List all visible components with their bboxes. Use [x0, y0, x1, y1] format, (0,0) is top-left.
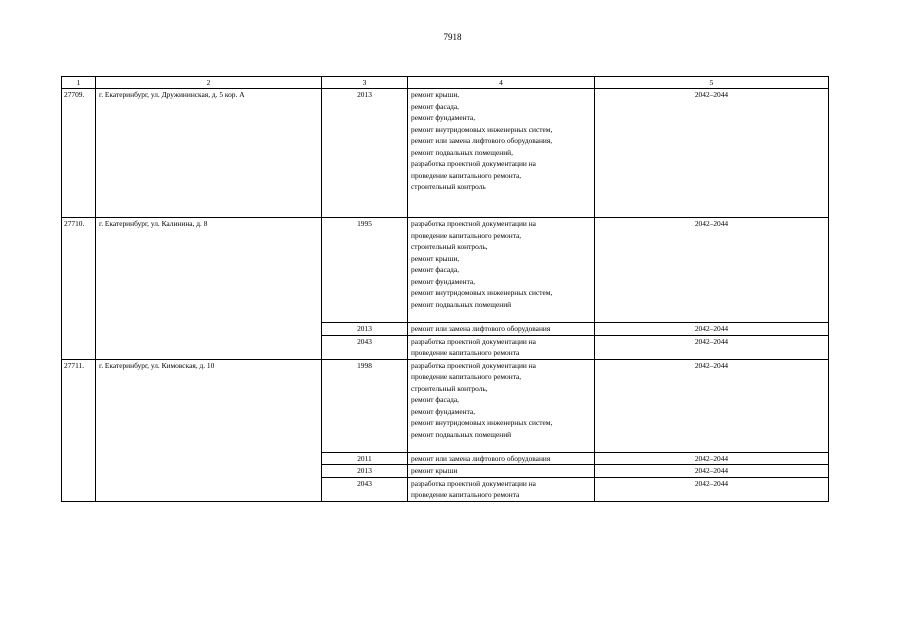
entry-year: 1998 — [322, 359, 408, 452]
table-row — [62, 218, 829, 323]
work-item: ремонт или замена лифтового оборудования — [411, 324, 551, 333]
work-item: ремонт внутридомовых инженерных систем, — [411, 288, 553, 297]
table-row — [62, 359, 829, 452]
entry-works — [408, 218, 595, 323]
column-header: 2 — [96, 77, 322, 89]
page-number: 7918 — [443, 32, 462, 42]
entry-works — [408, 465, 595, 478]
entry-number: 27710. — [62, 218, 96, 360]
work-item: ремонт крыши, — [411, 253, 460, 263]
entry-year: 2013 — [322, 89, 408, 218]
work-item: разработка проектной документации на — [411, 360, 536, 370]
work-item: ремонт крыши, — [411, 90, 460, 99]
work-item: ремонт фасада, — [411, 265, 459, 274]
entry-number: 27711. — [62, 359, 96, 501]
entry-address: г. Екатеринбург, ул. Калинина, д. 8 — [96, 218, 322, 360]
entry-year: 2011 — [322, 452, 408, 465]
work-item: ремонт фасада, — [411, 101, 459, 111]
work-item: ремонт или замена лифтового оборудования — [411, 453, 551, 463]
entry-year: 2013 — [322, 465, 408, 478]
entry-year: 2043 — [322, 335, 408, 359]
repair-schedule-table — [61, 76, 829, 502]
work-item: ремонт внутридомовых инженерных систем, — [411, 124, 553, 134]
work-item: проведение капитального ремонта, — [411, 170, 522, 180]
column-header: 5 — [595, 77, 829, 89]
work-item: проведение капитального ремонта — [411, 348, 520, 357]
column-header: 4 — [408, 77, 595, 89]
entry-period: 2042–2044 — [595, 465, 829, 478]
entry-works — [408, 477, 595, 501]
work-item: ремонт или замена лифтового оборудования, — [411, 136, 553, 145]
entry-period: 2042–2044 — [595, 89, 829, 218]
work-item: ремонт внутридомовых инженерных систем, — [411, 418, 553, 427]
column-header: 1 — [62, 77, 96, 89]
entry-period: 2042–2044 — [595, 452, 829, 465]
work-item: ремонт подвальных помещений, — [411, 147, 513, 157]
entry-period: 2042–2044 — [595, 477, 829, 501]
work-item: ремонт фундамента, — [411, 113, 476, 122]
entry-year: 2043 — [322, 477, 408, 501]
work-item: разработка проектной документации на — [411, 336, 536, 346]
work-item: ремонт подвальных помещений — [411, 429, 512, 439]
entry-works — [408, 452, 595, 465]
work-item: проведение капитального ремонта, — [411, 230, 522, 240]
work-item: разработка проектной документации на — [411, 219, 536, 228]
table-row — [62, 89, 829, 218]
work-item: ремонт фундамента, — [411, 276, 476, 286]
work-item: ремонт подвальных помещений — [411, 299, 512, 309]
work-item: ремонт фасада, — [411, 395, 459, 404]
entry-period: 2042–2044 — [595, 218, 829, 323]
work-item: проведение капитального ремонта — [411, 490, 520, 499]
entry-period: 2042–2044 — [595, 335, 829, 359]
work-item: строительный контроль, — [411, 383, 488, 393]
column-header: 3 — [322, 77, 408, 89]
work-item: строительный контроль — [411, 182, 486, 191]
entry-works — [408, 89, 595, 218]
entry-period: 2042–2044 — [595, 359, 829, 452]
work-item: строительный контроль, — [411, 242, 488, 251]
entry-period: 2042–2044 — [595, 323, 829, 336]
work-item: разработка проектной документации на — [411, 478, 536, 488]
work-item: ремонт крыши — [411, 466, 458, 475]
work-item: разработка проектной документации на — [411, 159, 536, 168]
work-item: ремонт фундамента, — [411, 406, 476, 416]
entry-works — [408, 335, 595, 359]
entry-address: г. Екатеринбург, ул. Кимовская, д. 10 — [96, 359, 322, 501]
column-number-row — [62, 77, 829, 89]
entry-works — [408, 359, 595, 452]
entry-year: 2013 — [322, 323, 408, 336]
entry-year: 1995 — [322, 218, 408, 323]
entry-works — [408, 323, 595, 336]
entry-number: 27709. — [62, 89, 96, 218]
work-item: проведение капитального ремонта, — [411, 372, 522, 381]
entry-address: г. Екатеринбург, ул. Дружининская, д. 5 кор. А — [96, 89, 322, 218]
